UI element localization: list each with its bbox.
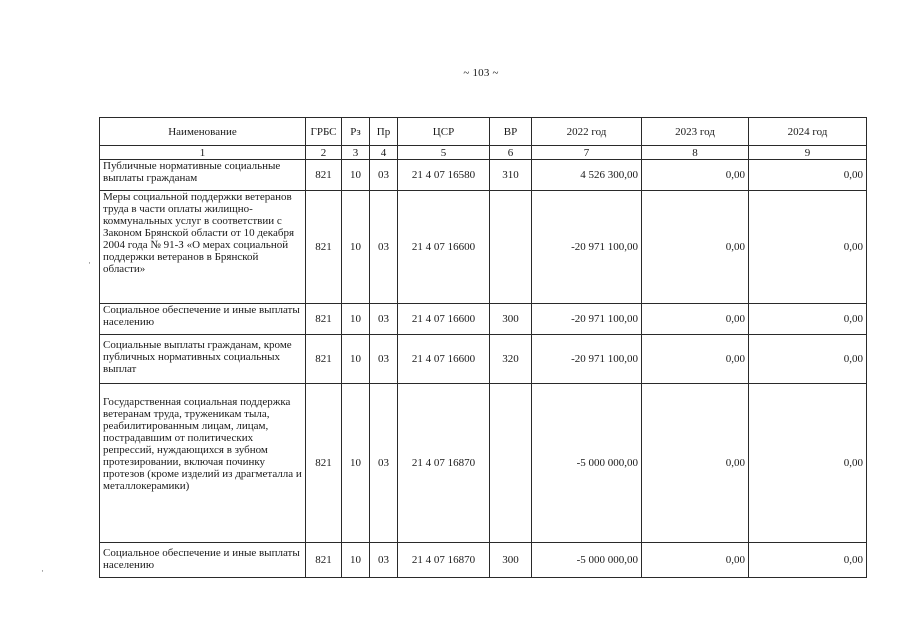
row-csr: 21 4 07 16600 xyxy=(398,335,490,384)
header-2024: 2024 год xyxy=(749,118,867,146)
row-2024: 0,00 xyxy=(749,160,867,191)
row-2022: -20 971 100,00 xyxy=(532,191,642,304)
row-pr: 03 xyxy=(370,335,398,384)
row-vr: 310 xyxy=(490,160,532,191)
row-name: Социальные выплаты гражданам, кроме публичных нормативных социальных выплат xyxy=(100,335,306,384)
row-csr: 21 4 07 16600 xyxy=(398,191,490,304)
row-csr: 21 4 07 16600 xyxy=(398,304,490,335)
row-2023: 0,00 xyxy=(642,384,749,543)
row-2024: 0,00 xyxy=(749,335,867,384)
table-row xyxy=(100,191,867,304)
row-csr: 21 4 07 16870 xyxy=(398,384,490,543)
row-vr: 300 xyxy=(490,304,532,335)
row-2024: 0,00 xyxy=(749,304,867,335)
column-number: 1 xyxy=(100,146,306,160)
row-name: Государственная социальная поддержка ветеранам труда, труженикам тыла, реабилитированным лицам, лицам, пострадавшим от политических репрессий, нуждающихся в зубном протезировании, включая починку протезов (кроме изделий из драгметалла и металлокерамики) xyxy=(100,384,306,543)
column-number: 6 xyxy=(490,146,532,160)
table-row xyxy=(100,335,867,384)
header-grbs: ГРБС xyxy=(306,118,342,146)
row-grbs: 821 xyxy=(306,304,342,335)
row-pr: 03 xyxy=(370,543,398,578)
page-number: ~ 103 ~ xyxy=(463,67,499,79)
table-row xyxy=(100,543,867,578)
column-number: 7 xyxy=(532,146,642,160)
row-2023: 0,00 xyxy=(642,191,749,304)
header-2022: 2022 год xyxy=(532,118,642,146)
row-grbs: 821 xyxy=(306,160,342,191)
header-vr: ВР xyxy=(490,118,532,146)
column-number: 8 xyxy=(642,146,749,160)
row-2022: -5 000 000,00 xyxy=(532,384,642,543)
row-grbs: 821 xyxy=(306,543,342,578)
row-pr: 03 xyxy=(370,160,398,191)
row-2024: 0,00 xyxy=(749,191,867,304)
row-csr: 21 4 07 16870 xyxy=(398,543,490,578)
header-row xyxy=(100,118,867,146)
header-name: Наименование xyxy=(100,118,306,146)
row-name: Социальное обеспечение и иные выплаты населению xyxy=(100,543,306,578)
scan-speck: · xyxy=(88,258,91,268)
row-vr: 320 xyxy=(490,335,532,384)
row-pr: 03 xyxy=(370,191,398,304)
row-name: Публичные нормативные социальные выплаты гражданам xyxy=(100,160,306,191)
row-2024: 0,00 xyxy=(749,543,867,578)
budget-table xyxy=(99,117,867,578)
row-rz: 10 xyxy=(342,384,370,543)
column-number: 5 xyxy=(398,146,490,160)
row-grbs: 821 xyxy=(306,191,342,304)
row-2022: -5 000 000,00 xyxy=(532,543,642,578)
row-rz: 10 xyxy=(342,543,370,578)
row-name: Социальное обеспечение и иные выплаты населению xyxy=(100,304,306,335)
row-rz: 10 xyxy=(342,191,370,304)
column-number: 2 xyxy=(306,146,342,160)
row-rz: 10 xyxy=(342,335,370,384)
row-2022: 4 526 300,00 xyxy=(532,160,642,191)
row-2024: 0,00 xyxy=(749,384,867,543)
scan-speck: · xyxy=(41,566,44,576)
header-pr: Пр xyxy=(370,118,398,146)
row-vr: 300 xyxy=(490,543,532,578)
row-2023: 0,00 xyxy=(642,160,749,191)
table-row xyxy=(100,304,867,335)
column-number: 3 xyxy=(342,146,370,160)
column-number: 4 xyxy=(370,146,398,160)
row-2023: 0,00 xyxy=(642,304,749,335)
row-pr: 03 xyxy=(370,304,398,335)
row-rz: 10 xyxy=(342,304,370,335)
row-2022: -20 971 100,00 xyxy=(532,335,642,384)
table-row xyxy=(100,384,867,543)
column-number: 9 xyxy=(749,146,867,160)
header-rz: Рз xyxy=(342,118,370,146)
table-row xyxy=(100,160,867,191)
row-rz: 10 xyxy=(342,160,370,191)
row-2023: 0,00 xyxy=(642,335,749,384)
header-csr: ЦСР xyxy=(398,118,490,146)
row-csr: 21 4 07 16580 xyxy=(398,160,490,191)
column-number-row xyxy=(100,146,867,160)
header-2023: 2023 год xyxy=(642,118,749,146)
row-pr: 03 xyxy=(370,384,398,543)
row-vr xyxy=(490,384,532,543)
row-vr xyxy=(490,191,532,304)
row-grbs: 821 xyxy=(306,384,342,543)
row-name: Меры социальной поддержки ветеранов труда в части оплаты жилищно-коммунальных услуг в соответствии с Законом Брянской области от 10 декабря 2004 года № 91-З «О мерах социальной поддержки ветеранов в Брянской области» xyxy=(100,191,306,304)
row-grbs: 821 xyxy=(306,335,342,384)
row-2023: 0,00 xyxy=(642,543,749,578)
row-2022: -20 971 100,00 xyxy=(532,304,642,335)
